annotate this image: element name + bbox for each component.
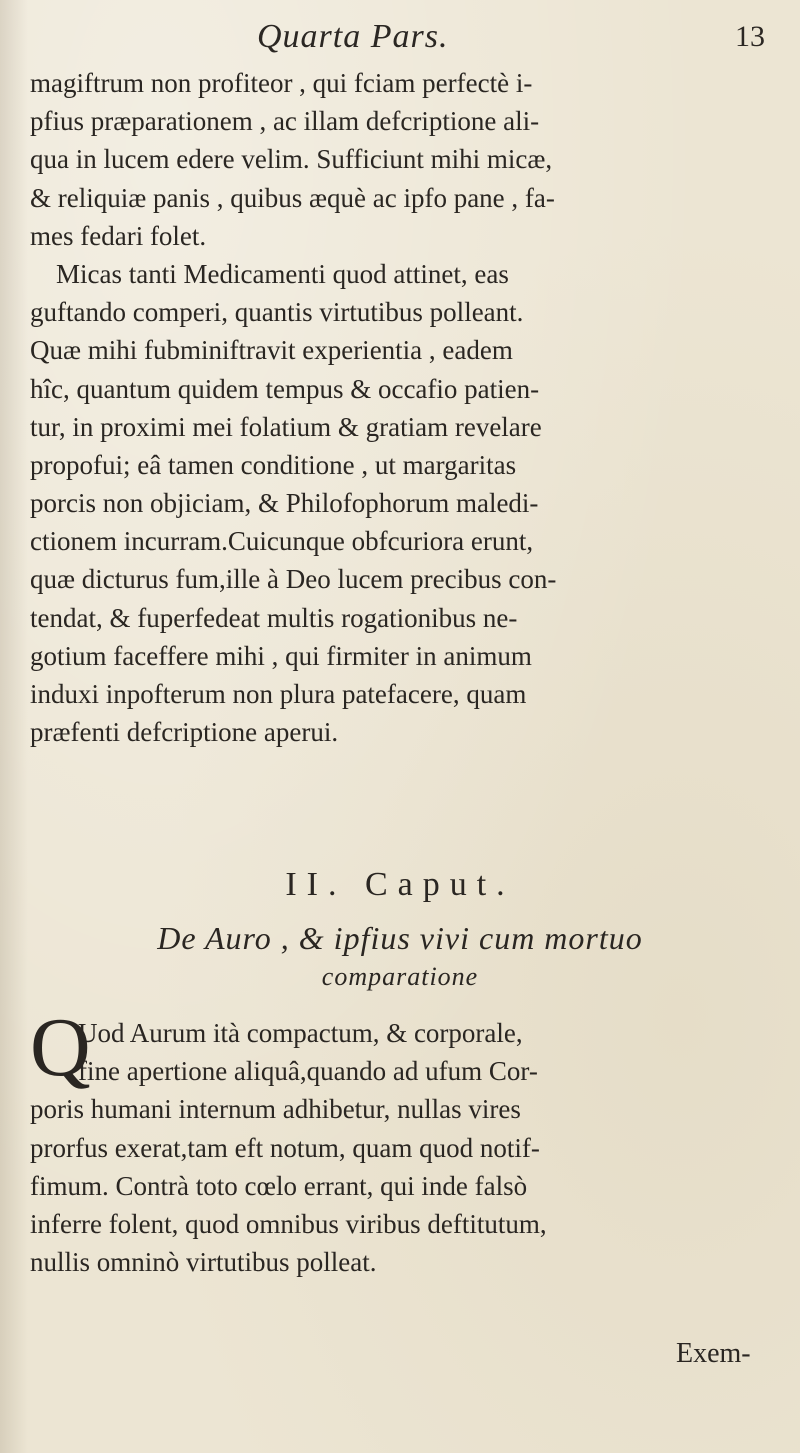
text-line: inferre folent, quod omnibus viribus deftitutum, — [30, 1208, 547, 1239]
chapter-subtitle: comparatione — [321, 962, 479, 991]
chapter-heading: II. Caput. — [285, 866, 515, 903]
text-line: guftando comperi, quantis virtutibus polleant. — [30, 297, 524, 328]
text-line: pfius præparationem , ac illam defcriptione ali- — [30, 106, 540, 137]
text-line: gotium faceffere mihi , qui firmiter in animum — [30, 640, 532, 671]
text-line: Uod Aurum ità compactum, & corporale, — [78, 1018, 523, 1048]
text-line: induxi inpofterum non plura patefacere, quam — [30, 679, 527, 709]
text-line: mes fedari folet. — [30, 220, 207, 251]
page-number: 13 — [735, 20, 765, 53]
text-line: quæ dicturus fum,ille à Deo lucem precibus con- — [30, 564, 557, 595]
gutter-shadow — [0, 0, 28, 1453]
text-line: fimum. Contrà toto cœlo errant, qui inde falsò — [30, 1170, 528, 1201]
text-line: porcis non objiciam, & Philofophorum maledi- — [30, 488, 539, 519]
running-title: Quarta Pars. — [257, 18, 449, 55]
body-text-bottom — [30, 1014, 796, 1281]
text-line: ctionem incurram.Cuicunque obfcuriora erunt, — [30, 526, 534, 557]
catchword: Exem- — [676, 1338, 751, 1369]
text-line: & reliquiæ panis , quibus æquè ac ipfo pane , fa- — [30, 182, 555, 213]
chapter-title: De Auro , & ipfius vivi cum mortuo — [157, 920, 643, 956]
text-line: præfenti defcriptione aperui. — [30, 717, 339, 748]
text-line: tur, in proximi mei folatium & gratiam revelare — [30, 411, 542, 442]
body-text-top — [30, 64, 796, 751]
text-line: Quæ mihi fubminiftravit experientia , eadem — [30, 335, 513, 366]
text-line: nullis omninò virtutibus polleat. — [30, 1247, 377, 1278]
text-line: magiftrum non profiteor , qui fciam perfectè i- — [30, 68, 533, 98]
text-line: fine apertione aliquâ,quando ad ufum Cor- — [78, 1056, 538, 1087]
text-line: prorfus exerat,tam eft notum, quam quod notif- — [30, 1132, 540, 1163]
text-line: tendat, & fuperfedeat multis rogationibus ne- — [30, 602, 518, 633]
text-line: propofui; eâ tamen conditione , ut margaritas — [30, 449, 517, 480]
running-head — [0, 18, 800, 58]
text-line: hîc, quantum quidem tempus & occafio patien- — [30, 373, 540, 404]
text-line: Micas tanti Medicamenti quod attinet, eas — [56, 258, 509, 289]
drop-cap: Q — [30, 1001, 91, 1094]
text-line: poris humani internum adhibetur, nullas vires — [30, 1094, 521, 1125]
text-line: qua in lucem edere velim. Sufficiunt mihi micæ, — [30, 144, 553, 175]
